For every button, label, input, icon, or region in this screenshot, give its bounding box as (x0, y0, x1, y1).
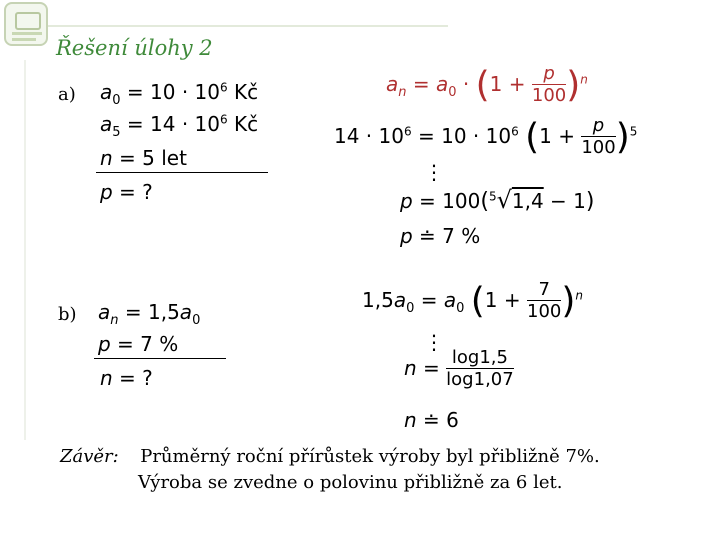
conclusion-label: Závěr: (60, 446, 119, 467)
given-p: p = 7 % (98, 332, 179, 356)
conclusion-line-1: Průměrný roční přírůstek výroby byl přibližně 7%. (140, 446, 600, 467)
given-n-unknown: n = ? (100, 366, 153, 390)
given-a5: $a_5 = 14 \cdot 10^6$ Kč (100, 112, 259, 140)
given-b-divider (94, 358, 226, 359)
step-a-solve-p: p = 100($^5$√1,4 − 1) (400, 186, 595, 214)
step-a-equation: $14 \cdot 10^6 = 10 \cdot 10^6$ (1 + $\frac{p}{100}$ )$^5$ (334, 115, 638, 158)
school-logo (4, 2, 48, 46)
step-b-result: n ≐ 6 (404, 408, 459, 432)
step-a-result: p ≐ 7 % (400, 224, 481, 248)
part-a-label: a) (58, 84, 76, 105)
header-divider (48, 25, 448, 27)
given-a-divider (96, 172, 268, 173)
side-divider (24, 60, 26, 440)
step-b-equation: $1,5a_0 = a_0$ (1 + $\frac{7}{100}$ )$^n$ (362, 279, 584, 322)
given-a0: $a_0 = 10 \cdot 10^6$ Kč (100, 80, 259, 108)
formula-general: $a_n = a_0 \cdot (1$ + $\frac{p}{100}$ )$^n$ (386, 63, 588, 106)
given-p-unknown: p = ? (100, 180, 153, 204)
slide-title: Řešení úlohy 2 (56, 36, 213, 60)
step-b-ellipsis: ⋮ (424, 330, 444, 354)
conclusion (60, 444, 600, 496)
step-a-ellipsis: ⋮ (424, 160, 444, 184)
conclusion-line-2: Výroba se zvedne o polovinu přibližně za 6 let. (138, 472, 563, 493)
given-n: n = 5 let (100, 146, 187, 170)
given-an: $a_n = 1,5a_0$ (98, 300, 201, 328)
part-b-label: b) (58, 304, 77, 325)
step-b-solve-n: n = $\frac{\log 1,5}{\log 1,07}$ (404, 347, 514, 390)
